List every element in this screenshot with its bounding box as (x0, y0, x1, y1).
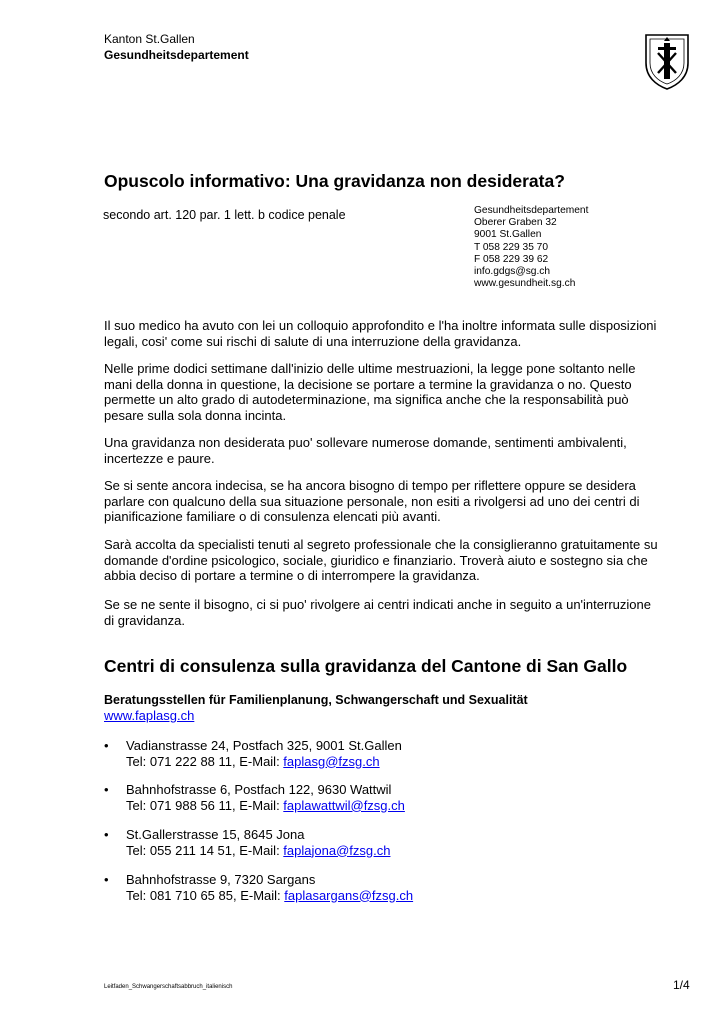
list-item (104, 782, 604, 814)
location-phone: Tel: 055 211 14 51, E-Mail: (126, 842, 284, 858)
st-gallen-coat-of-arms-icon (644, 33, 690, 91)
bullet-icon: • (104, 827, 109, 842)
paragraph-5: Sarà accolta da specialisti tenuti al segreto professionale che la consiglieranno gratuitamente su domande d'ordine psicologico, sociale, giuridico e finanziario. Troverà aiuto e sostegno sia che abbia deciso di portare a termine o di interrompere la gravidanza. (104, 537, 658, 584)
counseling-heading: Beratungsstellen für Familienplanung, Schwangerschaft und Sexualität (104, 693, 528, 707)
location-phone: Tel: 081 710 65 85, E-Mail: (126, 887, 285, 903)
location-phone: Tel: 071 988 56 11, E-Mail: (126, 797, 284, 813)
location-address: St.Gallerstrasse 15, 8645 Jona (126, 827, 305, 842)
location-email-link[interactable]: faplawattwil@fzsg.ch (283, 797, 405, 813)
bullet-icon: • (104, 738, 109, 753)
paragraph-1: Il suo medico ha avuto con lei un colloquio approfondito e l'ha inoltre informata sulle disposizioni legali, cosi' come sui rischi di salute di una interruzione della gravidanza. (104, 318, 657, 349)
paragraph-3: Una gravidanza non desiderata puo' sollevare numerose domande, sentimenti ambivalenti, incertezze e paure. (104, 435, 627, 466)
address-street: Oberer Graben 32 (474, 217, 557, 229)
list-item (104, 738, 604, 770)
header-department: Gesundheitsdepartement (104, 48, 249, 62)
legal-reference: secondo art. 120 par. 1 lett. b codice penale (103, 208, 346, 222)
address-block (474, 205, 588, 290)
address-web[interactable]: www.gesundheit.sg.ch (474, 278, 576, 290)
list-item (104, 872, 604, 904)
address-tel: T 058 229 35 70 (474, 241, 549, 253)
location-address: Bahnhofstrasse 9, 7320 Sargans (126, 872, 316, 887)
location-address: Vadianstrasse 24, Postfach 325, 9001 St.Gallen (126, 738, 402, 753)
location-address: Bahnhofstrasse 6, Postfach 122, 9630 Wattwil (126, 782, 392, 797)
address-email[interactable]: info.gdgs@sg.ch (474, 266, 551, 278)
location-phone: Tel: 071 222 88 11, E-Mail: (126, 753, 284, 769)
section-title: Centri di consulenza sulla gravidanza del Cantone di San Gallo (104, 656, 628, 676)
footer-filename: Leitfaden_Schwangerschaftsabbruch_italienisch (104, 984, 233, 990)
page-title: Opuscolo informativo: Una gravidanza non desiderata? (104, 171, 565, 191)
location-email-link[interactable]: faplasargans@fzsg.ch (284, 887, 414, 903)
location-email-link[interactable]: faplajona@fzsg.ch (283, 842, 391, 858)
address-city: 9001 St.Gallen (474, 229, 542, 241)
address-fax: F 058 229 39 62 (474, 253, 549, 265)
paragraph-2: Nelle prime dodici settimane dall'inizio delle ultime mestruazioni, la legge pone soltanto nelle mani della donna in questione, la decisione se portare a termine la gravidanza o no. Questo permette un alto grado di autodeterminazione, ma significa anche che la responsabilità può pesare sulla sola donna incinta. (104, 361, 636, 423)
location-email-link[interactable]: faplasg@fzsg.ch (283, 753, 380, 769)
address-dept: Gesundheitsdepartement (474, 205, 589, 216)
header-canton: Kanton St.Gallen (104, 32, 195, 46)
bullet-icon: • (104, 782, 109, 797)
bullet-icon: • (104, 872, 109, 887)
paragraph-6: Se se ne sente il bisogno, ci si puo' rivolgere ai centri indicati anche in seguito a un'interruzione di gravidanza. (104, 597, 651, 628)
list-item (104, 827, 604, 859)
paragraph-4: Se si sente ancora indecisa, se ha ancora bisogno di tempo per riflettere oppure se desidera parlare con qualcuno della sua situazione personale, non esiti a rivolgersi ad uno dei centri di pianificazione familiare o di consulenza elencati più avanti. (104, 478, 640, 525)
page-number: 1/4 (673, 978, 690, 992)
counseling-website-link[interactable]: www.faplasg.ch (104, 708, 195, 723)
